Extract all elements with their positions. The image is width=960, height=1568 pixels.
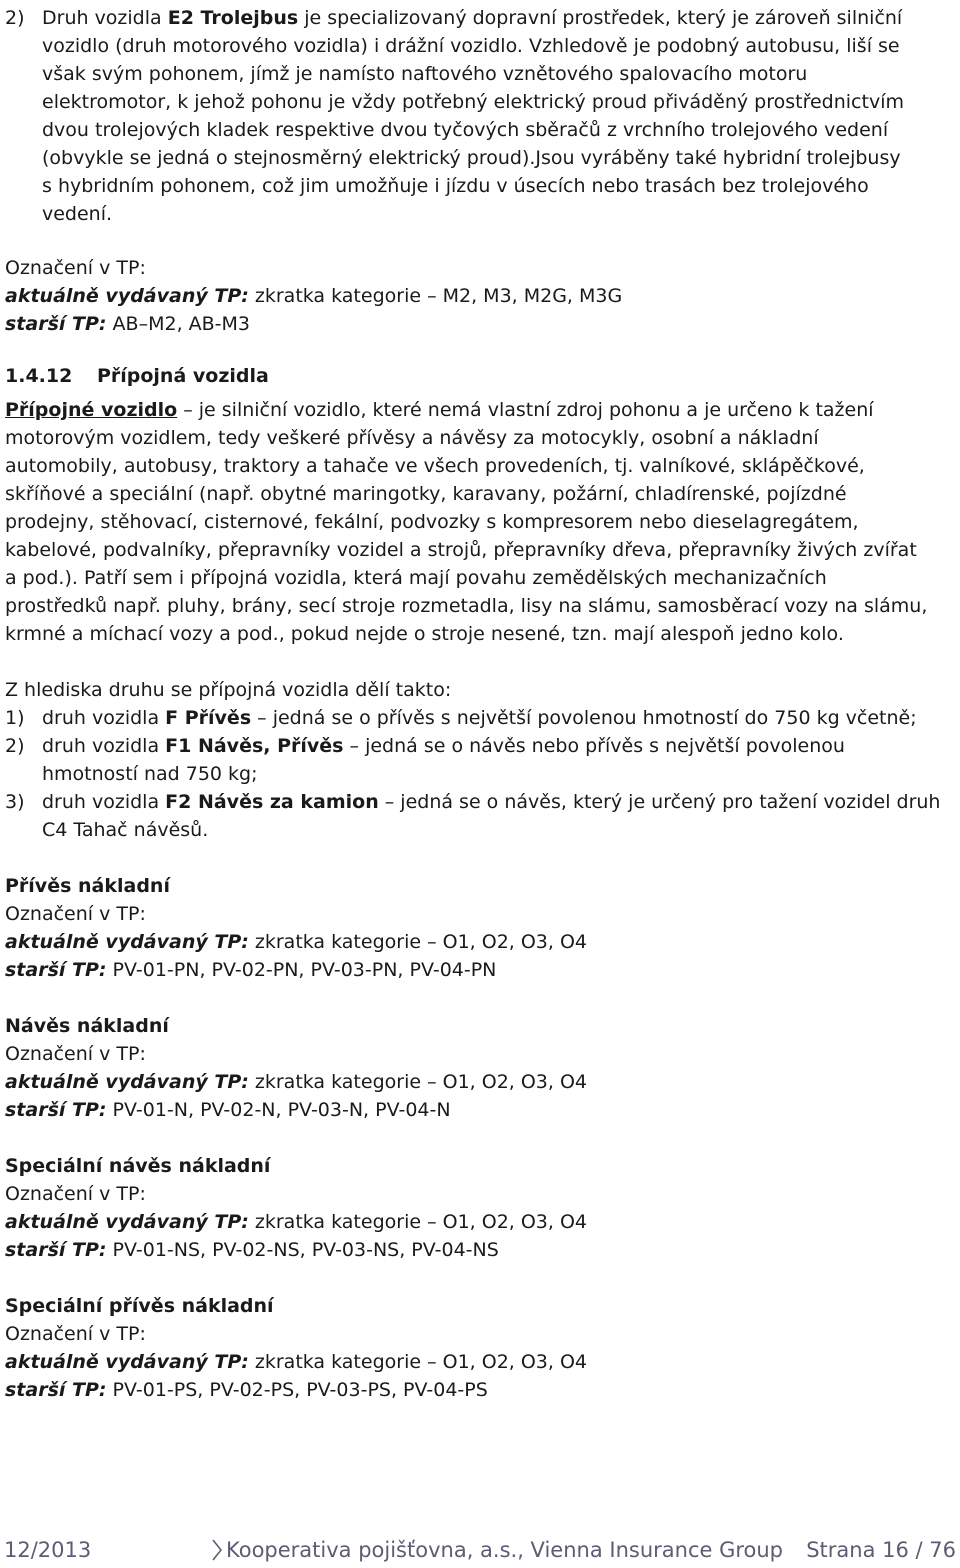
list-text: druh vozidla: [42, 735, 166, 757]
tp-current-value: zkratka kategorie – O1, O2, O3, O4: [248, 1211, 588, 1233]
footer-company-name: Kooperativa pojišťovna, a.s., Vienna Insurance Group: [226, 1538, 784, 1562]
tp-old-value: PV-01-PN, PV-02-PN, PV-03-PN, PV-04-PN: [106, 959, 497, 981]
tp-current-line: [5, 282, 622, 310]
tp-current-line: [5, 1348, 587, 1376]
list-number: 1): [5, 707, 25, 729]
category-title: Speciální návěs nákladní: [5, 1155, 271, 1177]
definition-line: krmné a míchací vozy a pod., pokud nejde o stroje nesené, tzn. mají alespoň jedno kolo.: [5, 623, 844, 645]
tp-heading: Označení v TP:: [5, 1043, 146, 1065]
list-item: [5, 704, 917, 732]
item-line: vedení.: [42, 203, 113, 225]
tp-old-line: [5, 1096, 451, 1124]
list-item-continuation: C4 Tahač návěsů.: [42, 819, 209, 841]
tp-heading: Označení v TP:: [5, 1183, 146, 1205]
footer-page-number: Strana 16 / 76: [806, 1538, 956, 1562]
section-title: Přípojná vozidla: [96, 365, 269, 387]
category-title: Návěs nákladní: [5, 1015, 169, 1037]
tp-current-value: zkratka kategorie – M2, M3, M2G, M3G: [248, 285, 623, 307]
definition-line: motorovým vozidlem, tedy veškeré přívěsy a návěsy za motocykly, osobní a nákladní: [5, 427, 819, 449]
tp-old-label: starší TP:: [5, 1239, 107, 1261]
tp-current-line: [5, 928, 587, 956]
footer-date: 12/2013: [4, 1538, 92, 1562]
list-text: druh vozidla: [42, 791, 166, 813]
list-text: – jedná se o návěs nebo přívěs s největší povolenou: [343, 735, 845, 757]
tp-current-label: aktuálně vydávaný TP:: [5, 1071, 249, 1093]
footer-company: [212, 1538, 783, 1562]
list-text: druh vozidla: [42, 707, 166, 729]
tp-old-label: starší TP:: [5, 1099, 107, 1121]
division-intro: Z hlediska druhu se přípojná vozidla dělí takto:: [5, 679, 452, 701]
tp-old-value: PV-01-NS, PV-02-NS, PV-03-NS, PV-04-NS: [106, 1239, 499, 1261]
page-footer: [0, 1538, 960, 1568]
tp-current-line: [5, 1068, 587, 1096]
list-number: 2): [5, 735, 25, 757]
list-item: [5, 732, 845, 760]
tp-current-value: zkratka kategorie – O1, O2, O3, O4: [248, 1351, 588, 1373]
definition-line: prostředků např. pluhy, brány, secí stroje rozmetadla, lisy na slámu, samosběrací vozy na slámu,: [5, 595, 928, 617]
tp-heading: Označení v TP:: [5, 257, 146, 279]
list-text: – jedná se o přívěs s největší povolenou hmotností do 750 kg včetně;: [251, 707, 917, 729]
definition-line: a pod.). Patří sem i přípojná vozidla, která mají povahu zemědělských mechanizačních: [5, 567, 827, 589]
chevron-right-icon: [212, 1539, 222, 1561]
vehicle-type-bold: F Přívěs: [165, 707, 252, 729]
item-line: elektromotor, k jehož pohonu je vždy potřebný elektrický proud přiváděný prostřednictvím: [42, 91, 904, 113]
tp-current-label: aktuálně vydávaný TP:: [5, 1351, 249, 1373]
tp-old-line: [5, 956, 496, 984]
definition-text: – je silniční vozidlo, které nemá vlastní zdroj pohonu a je určeno k tažení: [177, 399, 874, 421]
vehicle-type-bold: E2 Trolejbus: [167, 7, 299, 29]
tp-old-label: starší TP:: [5, 313, 107, 335]
tp-heading: Označení v TP:: [5, 903, 146, 925]
definition-line: skříňové a speciální (např. obytné maringotky, karavany, požární, chladírenské, pojízdné: [5, 483, 847, 505]
category-title: Speciální přívěs nákladní: [5, 1295, 274, 1317]
definition-term: Přípojné vozidlo: [5, 399, 178, 421]
list-text: – jedná se o návěs, který je určený pro tažení vozidel druh: [378, 791, 941, 813]
list-item-continuation: hmotností nad 750 kg;: [42, 763, 258, 785]
item-line: [5, 4, 902, 32]
tp-old-line: [5, 1236, 499, 1264]
item-line: však svým pohonem, jímž je namísto naftového vznětového spalovacího motoru: [42, 63, 808, 85]
tp-current-value: zkratka kategorie – O1, O2, O3, O4: [248, 1071, 588, 1093]
item-number: 2): [5, 7, 25, 29]
tp-current-label: aktuálně vydávaný TP:: [5, 931, 249, 953]
tp-current-value: zkratka kategorie – O1, O2, O3, O4: [248, 931, 588, 953]
item-line: s hybridním pohonem, což jim umožňuje i jízdu v úsecích nebo trasách bez trolejového: [42, 175, 869, 197]
list-number: 3): [5, 791, 25, 813]
section-number: 1.4.12: [5, 365, 73, 387]
tp-old-line: [5, 310, 250, 338]
vehicle-type-bold: F2 Návěs za kamion: [165, 791, 379, 813]
tp-heading: Označení v TP:: [5, 1323, 146, 1345]
category-title: Přívěs nákladní: [5, 875, 170, 897]
item-text: je specializovaný dopravní prostředek, který je zároveň silniční: [298, 7, 903, 29]
tp-old-line: [5, 1376, 488, 1404]
item-line: dvou trolejových kladek respektive dvou tyčových sběračů z vrchního trolejového vedení: [42, 119, 889, 141]
tp-current-line: [5, 1208, 587, 1236]
tp-old-value: PV-01-N, PV-02-N, PV-03-N, PV-04-N: [106, 1099, 451, 1121]
list-item: [5, 788, 940, 816]
definition-line: automobily, autobusy, traktory a tahače ve všech provedeních, tj. valníkové, sklápěčkové,: [5, 455, 865, 477]
definition-line: prodejny, stěhovací, cisternové, fekální, podvozky s kompresorem nebo dieselagregátem,: [5, 511, 859, 533]
item-line: vozidlo (druh motorového vozidla) i drážní vozidlo. Vzhledově je podobný autobusu, liší se: [42, 35, 900, 57]
tp-current-label: aktuálně vydávaný TP:: [5, 285, 249, 307]
tp-old-label: starší TP:: [5, 959, 107, 981]
item-text: Druh vozidla: [42, 7, 168, 29]
tp-old-value: PV-01-PS, PV-02-PS, PV-03-PS, PV-04-PS: [106, 1379, 488, 1401]
tp-current-label: aktuálně vydávaný TP:: [5, 1211, 249, 1233]
section-heading: [5, 362, 269, 390]
item-line: (obvykle se jedná o stejnosměrný elektrický proud).Jsou vyráběny také hybridní trolejbusy: [42, 147, 901, 169]
tp-old-label: starší TP:: [5, 1379, 107, 1401]
tp-old-value: AB–M2, AB-M3: [106, 313, 251, 335]
definition-line: [5, 396, 874, 424]
definition-line: kabelové, podvalníky, přepravníky vozidel a strojů, přepravníky dřeva, přepravníky živých zvířat: [5, 539, 917, 561]
vehicle-type-bold: F1 Návěs, Přívěs: [165, 735, 344, 757]
